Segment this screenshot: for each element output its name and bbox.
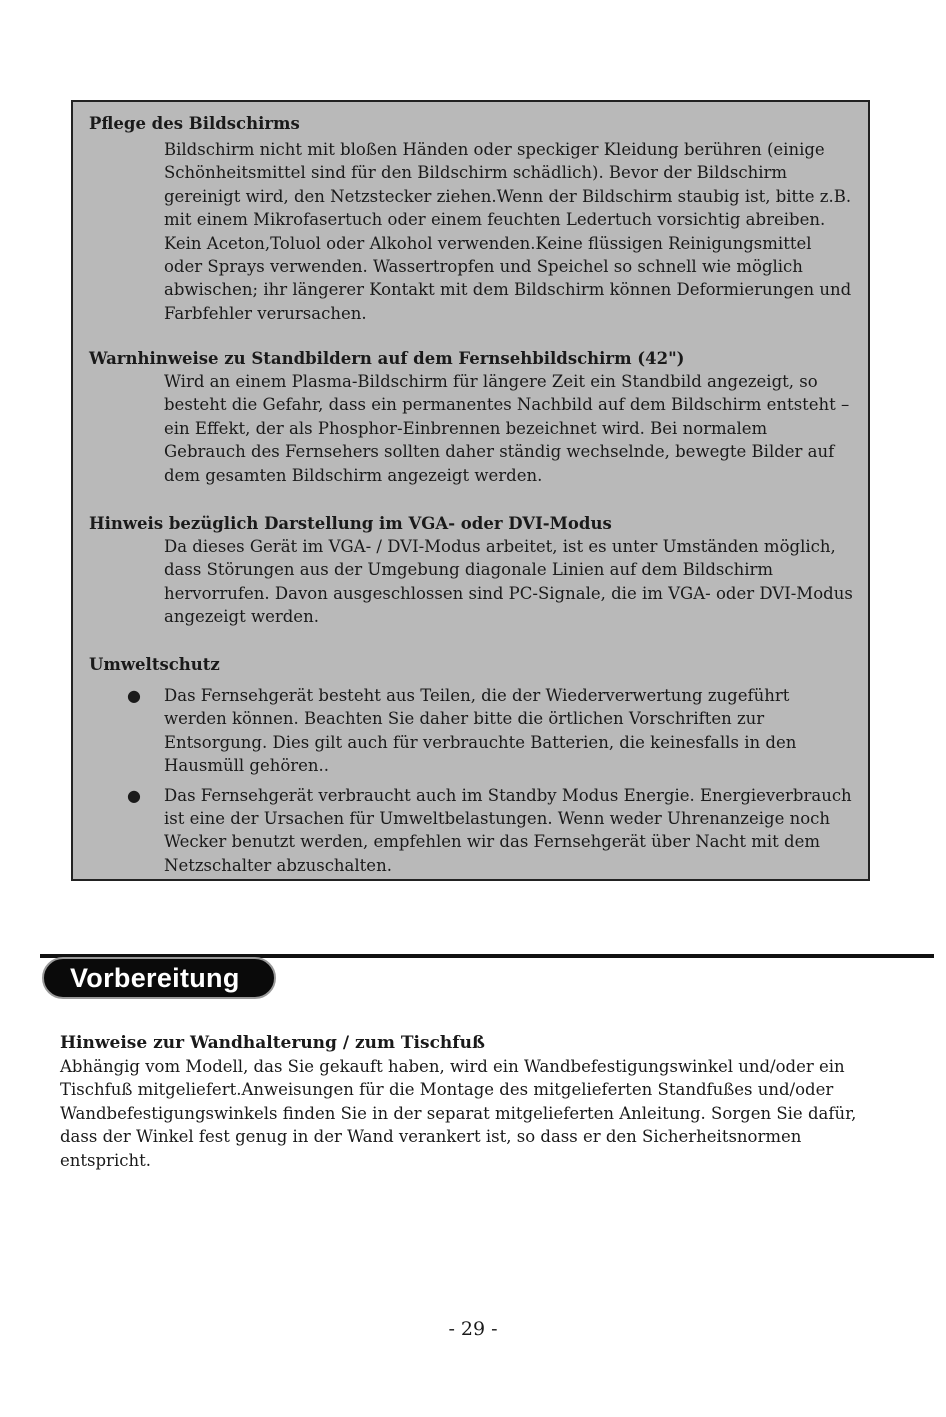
list-item	[127, 684, 854, 778]
wall-mount-text: Abhängig vom Modell, das Sie gekauft haben, wird ein Wandbefestigungswinkel und/oder ein Tischfuß mitgeliefert.Anweisungen für die Montage des mitgelieferten Standfußes und/oder Wandbefestigungswinkels finden Sie in der separat mitgelieferten Anleitung. Sorgen Sie dafür, dass der Winkel fest genug in der Wand verankert ist, so dass er den Sicherheitsnormen entspricht.	[60, 1057, 857, 1170]
care-text: Bildschirm nicht mit bloßen Händen oder speckiger Kleidung berühren (einige Schönheitsmittel sind für den Bildschirm schädlich). Bevor der Bildschirm gereinigt wird, den Netzstecker ziehen.Wenn der Bildschirm staubig ist, bitte z.B. mit einem Mikrofasertuch oder einem feuchten Ledertuch vorsichtig abreiben. Kein Aceton,Toluol oder Alkohol verwenden.Keine flüssigen Reinigungsmittel oder Sprays verwenden. Wassertropfen und Speichel so schnell wie möglich abwischen; ihr längerer Kontakt mit dem Bildschirm können Deformierungen und Farbfehler verursachen.	[164, 140, 852, 323]
wall-mount-heading: Hinweise zur Wandhalterung / zum Tischfuß	[60, 1033, 485, 1053]
vga-dvi-section	[89, 512, 854, 629]
environment-section	[89, 653, 854, 883]
list-item-text: Das Fernsehgerät verbraucht auch im Standby Modus Energie. Energieverbrauch ist eine der Ursachen für Umweltbelastungen. Wenn weder Uhrenanzeige noch Wecker benutzt werden, empfehlen wir das Fernsehgerät über Nacht mit dem Netzschalter abzuschalten.	[164, 785, 852, 875]
bullet-icon: ●	[127, 686, 141, 705]
still-images-heading: Warnhinweise zu Standbildern auf dem Fernsehbildschirm (42")	[89, 349, 685, 368]
still-images-text: Wird an einem Plasma-Bildschirm für längere Zeit ein Standbild angezeigt, so besteht die Gefahr, dass ein permanentes Nachbild auf dem Bildschirm entsteht – ein Effekt, der als Phosphor-Einbrennen bezeichnet wird. Bei normalem Gebrauch des Fernsehers sollten daher ständig wechselnde, bewegte Bilder auf dem gesamten Bildschirm angezeigt werden.	[164, 372, 850, 485]
bullet-icon: ●	[127, 785, 141, 805]
vga-dvi-heading: Hinweis bezüglich Darstellung im VGA- oder DVI-Modus	[89, 514, 612, 533]
environment-list	[89, 684, 854, 877]
environment-heading: Umweltschutz	[89, 655, 220, 674]
notice-box	[71, 100, 870, 881]
list-item-text: Das Fernsehgerät besteht aus Teilen, die der Wiederverwertung zugeführt werden können. Beachten Sie daher bitte die örtlichen Vorschriften zur Entsorgung. Dies gilt auch für verbrauchte Batterien, die keinesfalls in den Hausmüll gehören..	[164, 686, 797, 776]
care-section	[89, 112, 854, 325]
still-images-section	[89, 347, 854, 487]
section-title: Vorbereitung	[70, 963, 240, 993]
vga-dvi-text: Da dieses Gerät im VGA- / DVI-Modus arbeitet, ist es unter Umständen möglich, dass Störungen aus der Umgebung diagonale Linien auf dem Bildschirm hervorrufen. Davon ausgeschlossen sind PC-Signale, die im VGA- oder DVI-Modus angezeigt werden.	[164, 537, 853, 627]
list-item	[127, 784, 854, 878]
page-number: - 29 -	[448, 1318, 498, 1340]
care-heading: Pflege des Bildschirms	[89, 114, 300, 133]
section-title-badge	[42, 957, 276, 999]
